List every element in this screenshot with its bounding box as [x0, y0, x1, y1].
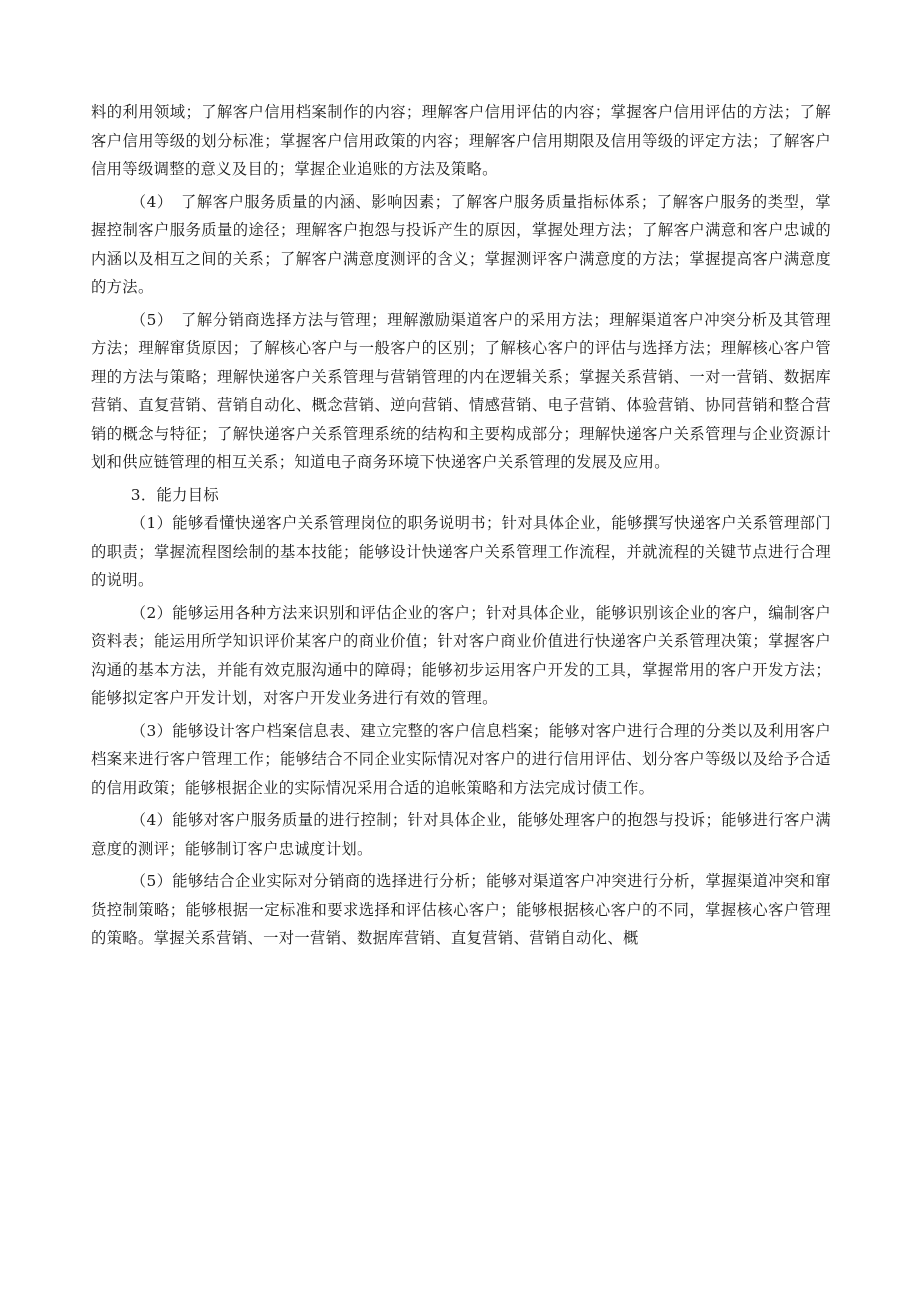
paragraph-ability-1: （1）能够看懂快递客户关系管理岗位的职务说明书；针对具体企业，能够撰写快递客户关系管理部门的职责；掌握流程图绘制的基本技能；能够设计快递客户关系管理工作流程，并就流程的关键节点进行合理的说明。	[91, 514, 831, 589]
paragraph-knowledge-4: （4） 了解客户服务质量的内涵、影响因素；了解客户服务质量指标体系；了解客户服务的类型，掌握控制客户服务质量的途径；理解客户抱怨与投诉产生的原因，掌握处理方法；了解客户满意和客户忠诚的内涵以及相互之间的关系；了解客户满意度测评的含义；掌握测评客户满意度的方法；掌握提高客户满意度的方法。	[91, 192, 831, 296]
paragraph-ability-5: （5）能够结合企业实际对分销商的选择进行分析；能够对渠道客户冲突进行分析，掌握渠道冲突和窜货控制策略；能够根据一定标准和要求选择和评估核心客户；能够根据核心客户的不同，掌握核心客户管理的策略。掌握关系营销、一对一营销、数据库营销、直复营销、营销自动化、概	[91, 872, 831, 947]
paragraph-ability-3: （3）能够设计客户档案信息表、建立完整的客户信息档案；能够对客户进行合理的分类以及利用客户档案来进行客户管理工作；能够结合不同企业实际情况对客户的进行信用评估、划分客户等级以及给予合适的信用政策；能够根据企业的实际情况采用合适的追帐策略和方法完成讨债工作。	[91, 721, 831, 797]
paragraph-ability-2: （2）能够运用各种方法来识别和评估企业的客户；针对具体企业，能够识别该企业的客户，编制客户资料表；能运用所学知识评价某客户的商业价值；针对客户商业价值进行快递客户关系管理决策；掌握客户沟通的基本方法，并能有效克服沟通中的障碍；能够初步运用客户开发的工具，掌握常用的客户开发方法；能够拟定客户开发计划，对客户开发业务进行有效的管理。	[91, 603, 831, 707]
section-heading-ability-goals: 3．能力目标	[130, 485, 220, 504]
document-body	[91, 98, 831, 953]
paragraph-continuation: 料的利用领域；了解客户信用档案制作的内容；理解客户信用评估的内容；掌握客户信用评估的方法；了解客户信用等级的划分标准；掌握客户信用政策的内容；理解客户信用期限及信用等级的评定方法；了解客户信用等级调整的意义及目的；掌握企业追账的方法及策略。	[91, 103, 831, 178]
paragraph-ability-4: （4）能够对客户服务质量的进行控制；针对具体企业，能够处理客户的抱怨与投诉；能够进行客户满意度的测评；能够制订客户忠诚度计划。	[91, 811, 831, 858]
paragraph-knowledge-5: （5） 了解分销商选择方法与管理；理解激励渠道客户的采用方法；理解渠道客户冲突分析及其管理方法；理解窜货原因；了解核心客户与一般客户的区别；了解核心客户的评估与选择方法；理解核心客户管理的方法与策略；理解快递客户关系管理与营销管理的内在逻辑关系；掌握关系营销、一对一营销、数据库营销、直复营销、营销自动化、概念营销、逆向营销、情感营销、电子营销、体验营销、协同营销和整合营销的概念与特征；了解快递客户关系管理系统的结构和主要构成部分；理解快递客户关系管理与企业资源计划和供应链管理的相互关系；知道电子商务环境下快递客户关系管理的发展及应用。	[91, 310, 831, 471]
